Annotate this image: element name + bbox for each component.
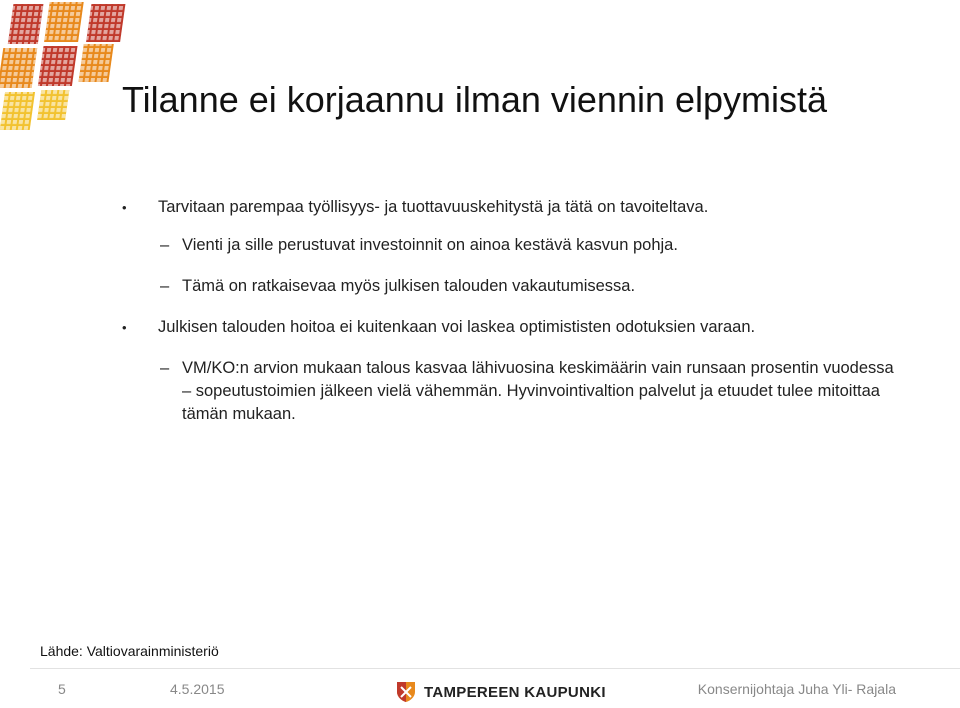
bullet-mark: •	[122, 320, 127, 335]
bullet-item	[120, 316, 900, 339]
slide-content	[120, 196, 900, 426]
source-note: Lähde: Valtiovarainministeriö	[40, 643, 219, 659]
bullet-mark: •	[122, 200, 127, 215]
dash-mark: –	[160, 236, 170, 254]
bullet-item	[120, 196, 900, 219]
sub-bullet-item	[120, 234, 900, 257]
page-number: 5	[58, 681, 66, 697]
dash-mark: –	[160, 359, 170, 377]
slide-title: Tilanne ei korjaannu ilman viennin elpymistä	[122, 79, 828, 120]
footer-date: 4.5.2015	[170, 681, 225, 697]
footer-divider	[30, 668, 960, 669]
sub-bullet-text: VM/KO:n arvion mukaan talous kasvaa lähivuosina keskimäärin vain runsaan prosentin vuodessa – sopeutustoimien jälkeen vielä vähemmän. Hyvinvointivaltion palvelut ja etuudet tulee mitoittaa tämän mukaan.	[182, 359, 894, 423]
sub-bullet-text: Vienti ja sille perustuvat investoinnit on ainoa kestävä kasvun pohja.	[182, 236, 678, 254]
bullet-text: Tarvitaan parempaa työllisyys- ja tuottavuuskehitystä ja tätä on tavoiteltava.	[158, 198, 709, 216]
tampere-pattern-logo	[0, 0, 140, 135]
bullet-text: Julkisen talouden hoitoa ei kuitenkaan voi laskea optimististen odotuksien varaan.	[158, 318, 756, 336]
dash-mark: –	[160, 277, 170, 295]
sub-bullet-item	[120, 275, 900, 298]
city-logo	[396, 681, 606, 703]
sub-bullet-text: Tämä on ratkaisevaa myös julkisen talouden vakautumisessa.	[182, 277, 636, 295]
city-name: TAMPEREEN KAUPUNKI	[424, 683, 606, 701]
tampere-crest-icon	[396, 681, 416, 703]
sub-bullet-item	[120, 357, 900, 426]
footer-author: Konsernijohtaja Juha Yli- Rajala	[697, 681, 896, 697]
